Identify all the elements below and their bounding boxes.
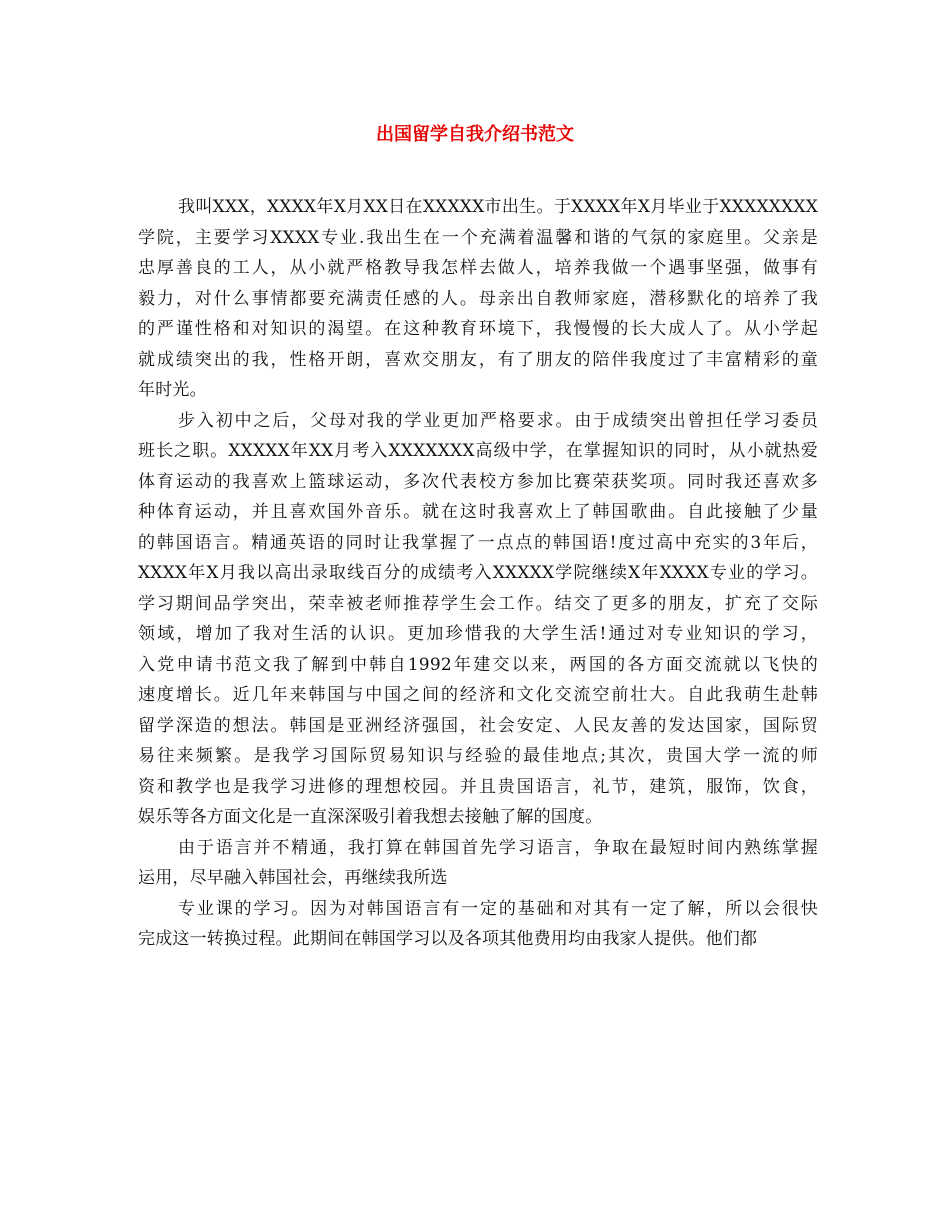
text-line: 易往来频繁。是我学习国际贸易知识与经验的最佳地点;其次，贵国大学一流的师 — [138, 746, 818, 766]
text-line: 留学深造的想法。韩国是亚洲经济强国，社会安定、人民友善的发达国家，国际贸 — [138, 715, 818, 736]
text-line: 就成绩突出的我，性格开朗，喜欢交朋友，有了朋友的陪伴我度过了丰富精彩的童 — [138, 349, 818, 370]
document-body — [138, 192, 818, 955]
text-line: 娱乐等各方面文化是一直深深吸引着我想去接触了解的国度。 — [138, 807, 603, 827]
text-line: 年时光。 — [138, 380, 207, 400]
text-line: 学院，主要学习XXXX专业.我出生在一个充满着温馨和谐的气氛的家庭里。父亲是 — [138, 227, 818, 248]
text-line: 我叫XXX，XXXX年X月XX日在XXXXX市出生。于XXXX年X月毕业于XXXXXXXX — [178, 197, 818, 217]
text-line: 的严谨性格和对知识的渴望。在这种教育环境下，我慢慢的长大成人了。从小学起 — [138, 319, 818, 339]
text-line: 体育运动的我喜欢上篮球运动，多次代表校方参加比赛荣获奖项。同时我还喜欢多 — [138, 471, 818, 492]
paragraph — [138, 894, 818, 955]
text-line: 由于语言并不精通，我打算在韩国首先学习语言，争取在最短时间内熟练掌握 — [178, 837, 818, 858]
paragraph — [138, 833, 818, 894]
text-line: 步入初中之后，父母对我的学业更加严格要求。由于成绩突出曾担任学习委员 — [178, 410, 818, 431]
text-line: 入党申请书范文我了解到中韩自1992年建交以来，两国的各方面交流就以飞快的 — [138, 654, 818, 675]
paragraph — [138, 192, 818, 406]
text-line: 学习期间品学突出，荣幸被老师推荐学生会工作。结交了更多的朋友，扩充了交际 — [138, 593, 818, 614]
text-line: 毅力，对什么事情都要充满责任感的人。母亲出自教师家庭，潜移默化的培养了我 — [138, 288, 818, 309]
text-line: 种体育运动，并且喜欢国外音乐。就在这时我喜欢上了韩国歌曲。自此接触了少量 — [138, 502, 818, 522]
text-line: XXXX年X月我以高出录取线百分的成绩考入XXXXX学院继续X年XXXX专业的学习。 — [138, 563, 818, 583]
text-line: 班长之职。XXXXX年XX月考入XXXXXXX高级中学，在掌握知识的同时，从小就热爱 — [138, 441, 818, 461]
text-line: 速度增长。近几年来韩国与中国之间的经济和文化交流空前壮大。自此我萌生赴韩 — [138, 685, 818, 705]
text-line: 资和教学也是我学习进修的理想校园。并且贵国语言，礼节，建筑，服饰，饮食， — [138, 776, 818, 797]
text-line: 完成这一转换过程。此期间在韩国学习以及各项其他费用均由我家人提供。他们都 — [138, 929, 758, 949]
document-title: 出国留学自我介绍书范文 — [376, 124, 574, 145]
text-line: 的韩国语言。精通英语的同时让我掌握了一点点的韩国语!度过高中充实的3年后， — [138, 532, 818, 553]
text-line: 运用，尽早融入韩国社会，再继续我所选 — [138, 868, 448, 888]
text-line: 领域，增加了我对生活的认识。更加珍惜我的大学生活!通过对专业知识的学习， — [138, 624, 818, 644]
paragraph — [138, 406, 818, 833]
text-line: 专业课的学习。因为对韩国语言有一定的基础和对其有一定了解，所以会很快 — [178, 898, 818, 919]
text-line: 忠厚善良的工人，从小就严格教导我怎样去做人，培养我做一个遇事坚强，做事有 — [138, 258, 818, 278]
